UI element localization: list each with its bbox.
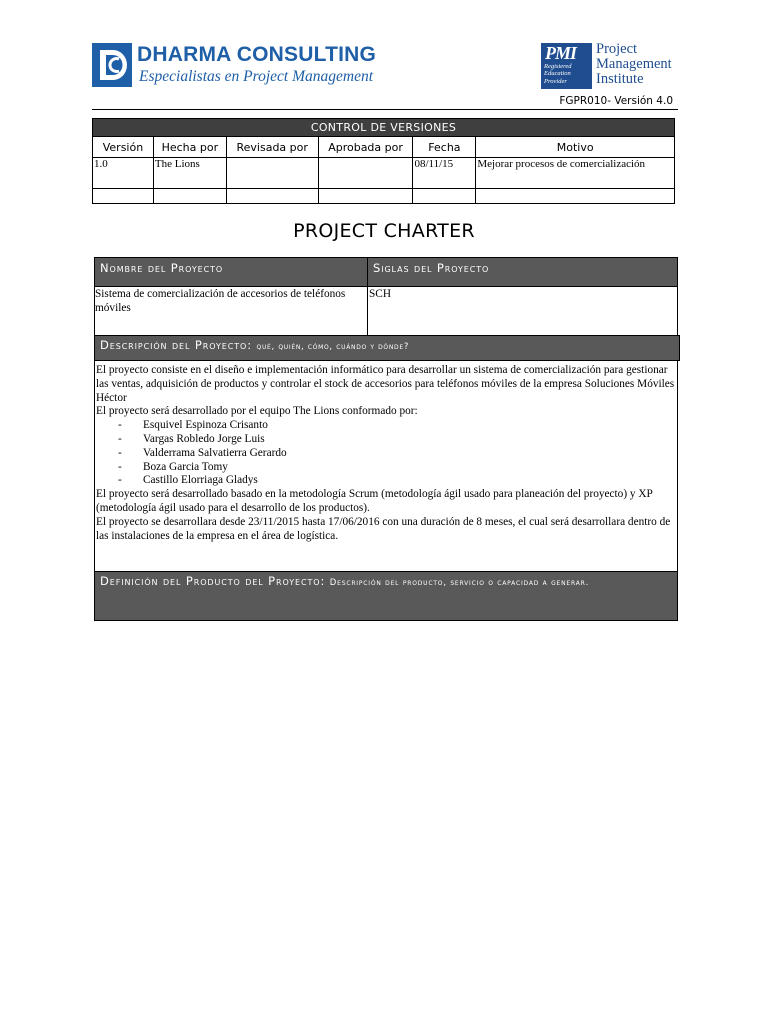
description-paragraph: El proyecto será desarrollado basado en la metodología Scrum (metodología ágil usado para planeación del proyecto) y XP (metodología ágil usado para el desarrollo de los productos). — [96, 488, 653, 514]
table-row — [93, 189, 675, 204]
table-cell — [93, 189, 154, 204]
project-description-body — [94, 360, 678, 572]
document-code: FGPR010- Versión 4.0 — [559, 95, 673, 107]
team-member-item: - Esquivel Espinoza Crisanto — [118, 419, 268, 432]
pmi-name — [596, 42, 672, 87]
description-paragraph: El proyecto consiste en el diseño e implementación informático para desarrollar un sistema de comercialización para gestionar las ventas, adquisición de productos y controlar el stock de accesorios para teléfonos móviles de la empresa Soluciones Móviles Héctor — [96, 364, 675, 404]
table-cell: Mejorar procesos de comercialización — [476, 158, 675, 189]
description-label: Descripción del Proyecto: — [100, 338, 252, 352]
team-member-item: - Vargas Robledo Jorge Luis — [118, 432, 265, 445]
team-member-name: Esquivel Espinoza Crisanto — [143, 419, 268, 432]
table-row — [93, 158, 675, 189]
project-name-label: Nombre del Proyecto — [94, 257, 368, 287]
description-hint: qué, quién, cómo, cuándo y dónde? — [256, 342, 410, 352]
table-cell — [153, 189, 226, 204]
pmi-badge-line: Registered — [544, 63, 572, 70]
team-member-name: Castillo Elorriaga Gladys — [143, 474, 258, 487]
team-member-name: Vargas Robledo Jorge Luis — [143, 432, 265, 445]
column-header: Hecha por — [153, 137, 226, 158]
version-table-title: CONTROL DE VERSIONES — [93, 119, 675, 137]
table-cell: The Lions — [153, 158, 226, 189]
pmi-name-line: Management — [596, 56, 672, 72]
pmi-badge-text — [544, 63, 590, 85]
pmi-badge-line: Education — [544, 70, 571, 78]
company-tagline: Especialistas en Project Management — [139, 68, 374, 85]
table-cell — [318, 158, 413, 189]
table-cell: 1.0 — [93, 158, 154, 189]
column-header: Versión — [93, 137, 154, 158]
table-cell — [413, 189, 476, 204]
table-cell — [226, 158, 318, 189]
header-divider — [92, 109, 678, 110]
dharma-logo-icon — [92, 43, 132, 87]
column-header: Aprobada por — [318, 137, 413, 158]
team-member-name: Boza Garcia Tomy — [143, 460, 228, 473]
pmi-name-line: Institute — [596, 71, 644, 87]
version-control-table — [92, 118, 675, 204]
project-acronym-label: Siglas del Proyecto — [367, 257, 678, 287]
project-acronym-value: SCH — [367, 286, 678, 336]
table-cell — [318, 189, 413, 204]
description-paragraph: El proyecto será desarrollado por el equipo The Lions conformado por: — [96, 405, 418, 418]
dharma-consulting-logo — [92, 43, 377, 89]
pmi-letters: PMI — [545, 43, 577, 63]
table-cell — [476, 189, 675, 204]
team-member-name: Valderrama Salvatierra Gerardo — [143, 446, 287, 459]
table-cell — [226, 189, 318, 204]
pmi-badge — [541, 43, 592, 89]
column-header: Fecha — [413, 137, 476, 158]
pmi-badge-line: Provider — [544, 77, 567, 85]
company-name: DHARMA CONSULTING — [137, 43, 377, 66]
team-member-item: - Boza Garcia Tomy — [118, 460, 228, 473]
column-header: Motivo — [476, 137, 675, 158]
project-name-value: Sistema de comercialización de accesorios de teléfonos móviles — [94, 286, 368, 336]
product-definition-label: Definición del Producto del Proyecto: — [100, 574, 326, 588]
team-member-item: - Valderrama Salvatierra Gerardo — [118, 446, 287, 459]
pmi-name-line: Project — [596, 41, 638, 57]
page-title: PROJECT CHARTER — [293, 220, 475, 242]
column-header: Revisada por — [226, 137, 318, 158]
pmi-logo — [541, 42, 681, 92]
project-description-header — [94, 335, 680, 361]
product-definition-header — [94, 571, 678, 621]
table-cell: 08/11/15 — [413, 158, 476, 189]
team-member-item: - Castillo Elorriaga Gladys — [118, 474, 258, 487]
description-paragraph: El proyecto se desarrollara desde 23/11/2015 hasta 17/06/2016 con una duración de 8 meses, el cual será desarrollara dentro de las instalaciones de la empresa en el área de logística. — [96, 515, 671, 542]
product-definition-hint: Descripción del producto, servicio o capacidad a generar. — [329, 578, 590, 588]
